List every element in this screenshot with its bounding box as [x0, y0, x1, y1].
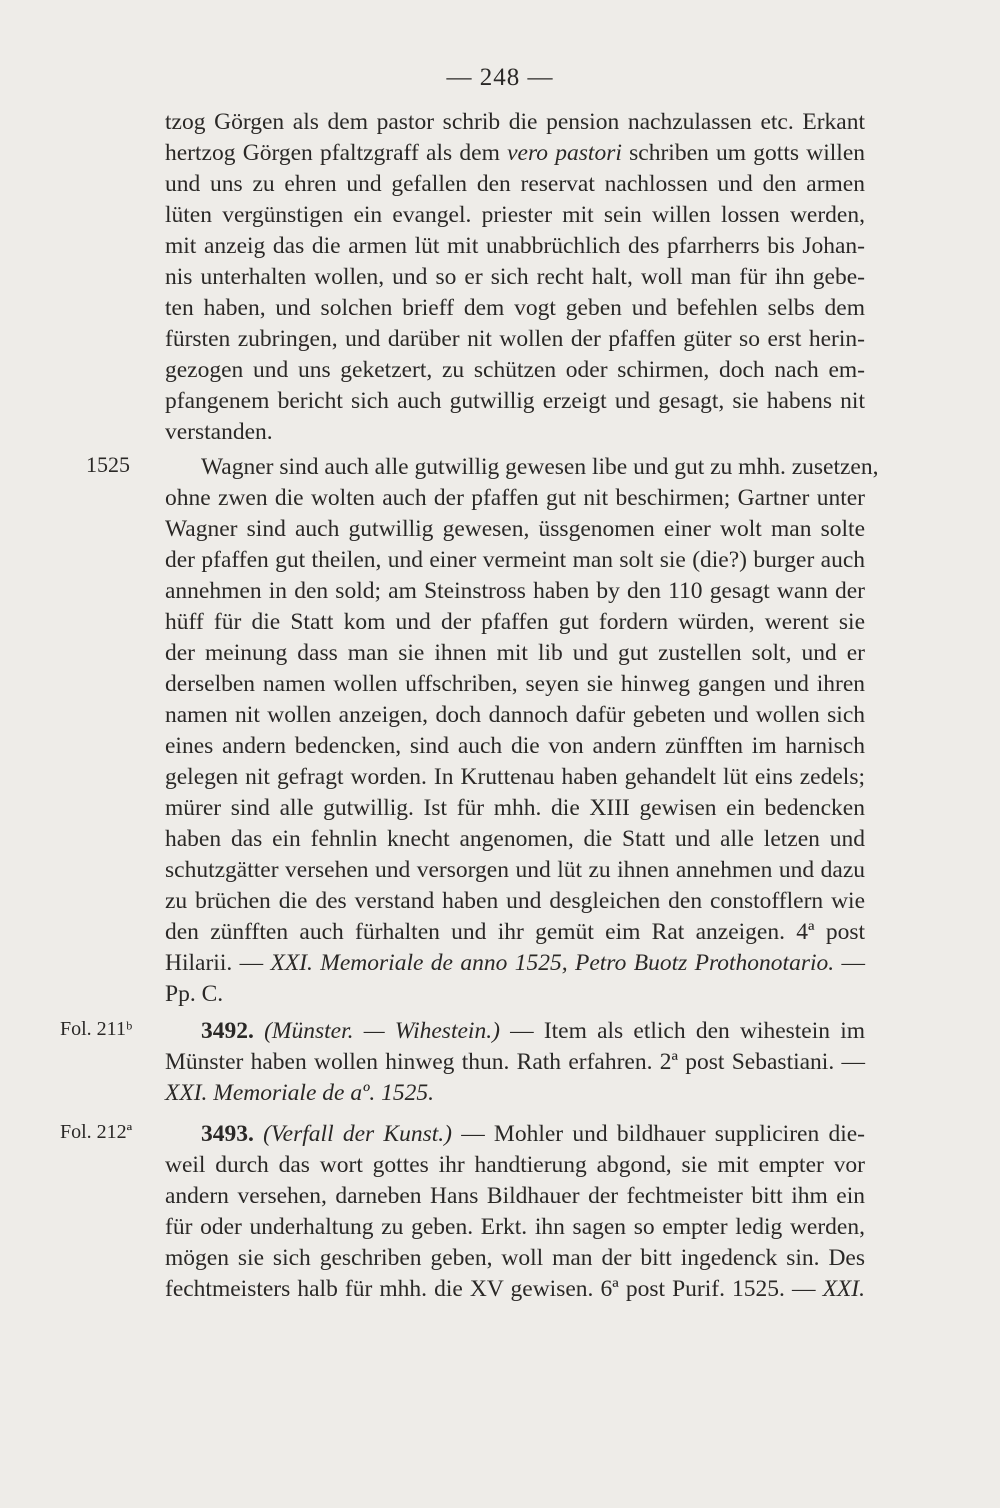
paragraph-continuation	[165, 107, 865, 448]
paragraph-1525-line-6: der meinung dass man sie ihnen mit lib und gut zustellen solt, und er	[165, 640, 865, 666]
entry-3493-first-line	[165, 1119, 865, 1150]
paragraph-continuation-line-6: ten haben, und solchen brieff dem vogt geben und befehlen selbs dem	[165, 295, 865, 321]
entry-3492-heading: (Münster. — Wihestein.)	[264, 1018, 500, 1044]
entry-3493-heading: (Verfall der Kunst.)	[263, 1121, 452, 1147]
paragraph-continuation-line-2: und uns zu ehren und gefallen den reservat nachlossen und den armen	[165, 171, 865, 197]
paragraph-continuation-line-3: lüten vergünstigen ein evangel. priester mit sein willen lossen werden,	[165, 202, 865, 228]
margin-year: 1525	[86, 452, 130, 477]
paragraph-1525-line-14: zu brüchen die des verstand haben und desgleichen den constofflern wie	[165, 888, 865, 914]
entry-3493-line-4: mögen sie sich geschriben geben, woll man der bitt ingedenck sin. Des	[165, 1245, 865, 1271]
paragraph-continuation-line-7: fürsten zubringen, und darüber nit wollen der pfaffen güter so erst herin-	[165, 326, 865, 352]
paragraph-continuation-line-4: mit anzeig das die armen lüt mit unabbrüchlich des pfarrherrs bis Johan-	[165, 233, 865, 259]
entry-3493-line-1: weil durch das wort gottes ihr handtierung abgond, sie mit empter vor	[165, 1152, 865, 1178]
paragraph-1525-line-12: haben das ein fehnlin knecht angenomen, die Statt und alle letzen und	[165, 826, 865, 852]
paragraph-1525-line-13: schutzgätter versehen und versorgen und lüt zu ihnen annehmen und dazu	[165, 857, 865, 883]
entry-3492-line-0: — Item als etlich den wihestein im	[510, 1018, 866, 1044]
paragraph-continuation-line-8: gezogen und uns geketzert, zu schützen oder schirmen, doch nach em-	[165, 357, 865, 383]
entry-3492-line-2: XXI. Memoriale de aº. 1525.	[165, 1080, 434, 1106]
paragraph-1525-line-17: Pp. C.	[165, 981, 224, 1007]
paragraph-continuation-line-10: verstanden.	[165, 419, 273, 445]
entry-3493-number: 3493.	[201, 1121, 254, 1147]
paragraph-1525-line-15: den zünfften auch fürhalten und ihr gemüt eim Rat anzeigen. 4ª post	[165, 919, 865, 945]
paragraph-1525-line-8: namen nit wollen anzeigen, doch dannoch dafür gebeten und wollen sich	[165, 702, 865, 728]
paragraph-continuation-line-5: nis unterhalten wollen, und so er sich recht halt, woll man für ihn gebe-	[165, 264, 865, 290]
entry-3493-line-2: andern versehen, darneben Hans Bildhauer der fechtmeister bitt ihm ein	[165, 1183, 865, 1209]
page-number: — 248 —	[446, 64, 554, 91]
paragraph-1525-line-10: gelegen nit gefragt worden. In Kruttenau haben gehandelt lüt eins zedels;	[165, 764, 865, 790]
paragraph-1525-line-2: Wagner sind auch gutwillig gewesen, üssgenomen einer wolt man solte	[165, 516, 865, 542]
entry-3492-first-line	[165, 1016, 865, 1047]
paragraph-1525-line-0: Wagner sind auch alle gutwillig gewesen libe und gut zu mhh. zusetzen,	[201, 454, 879, 480]
paragraph-1525-line-7: derselben namen wollen uffschriben, seyen sie hinweg gangen und ihren	[165, 671, 865, 697]
paragraph-1525-line-3: der pfaffen gut theilen, und einer vermeint man solt sie (die?) burger auch	[165, 547, 865, 573]
entry-3492-line-1: Münster haben wollen hinweg thun. Rath erfahren. 2ª post Sebastiani. —	[165, 1049, 865, 1075]
paragraph-1525-line-9: eines andern bedencken, sind auch die von andern zünfften im harnisch	[165, 733, 865, 759]
entry-3492-number: 3492.	[201, 1018, 254, 1044]
paragraph-1525-line-16: Hilarii. — XXI. Memoriale de anno 1525, Petro Buotz Prothonotario. —	[165, 950, 866, 976]
paragraph-continuation-line-1: hertzog Görgen pfaltzgraff als dem vero pastori schriben um gotts willen	[165, 140, 866, 166]
paragraph-1525-line-4: annehmen in den sold; am Steinstross haben by den 110 gesagt wann der	[165, 578, 865, 604]
entry-3493-line-0: — Mohler und bildhauer suppliciren die-	[461, 1121, 865, 1147]
paragraph-continuation-line-9: pfangenem bericht sich auch gutwillig erzeigt und gesagt, sie habens nit	[165, 388, 865, 414]
paragraph-1525-line-11: mürer sind alle gutwillig. Ist für mhh. die XIII gewisen ein bedencken	[165, 795, 865, 821]
paragraph-1525-line-1: ohne zwen die wolten auch der pfaffen gut nit beschirmen; Gartner unter	[165, 485, 865, 511]
entry-3493-line-5: fechtmeisters halb für mhh. die XV gewisen. 6ª post Purif. 1525. — XXI.	[165, 1276, 865, 1302]
margin-folio-211b: Fol. 211ᵇ	[60, 1018, 133, 1040]
paragraph-continuation-line-0: tzog Görgen als dem pastor schrib die pension nachzulassen etc. Erkant	[165, 109, 865, 135]
paragraph-1525-line-5: hüff für die Statt kom und der pfaffen gut fordern würden, werent sie	[165, 609, 865, 635]
entry-3493-line-3: für oder underhaltung zu geben. Erkt. ihn sagen so empter ledig werden,	[165, 1214, 865, 1240]
margin-folio-212a: Fol. 212ª	[60, 1121, 133, 1143]
paragraph-1525	[165, 452, 879, 1010]
entry-3492	[165, 1016, 865, 1109]
entry-3493	[165, 1119, 865, 1305]
